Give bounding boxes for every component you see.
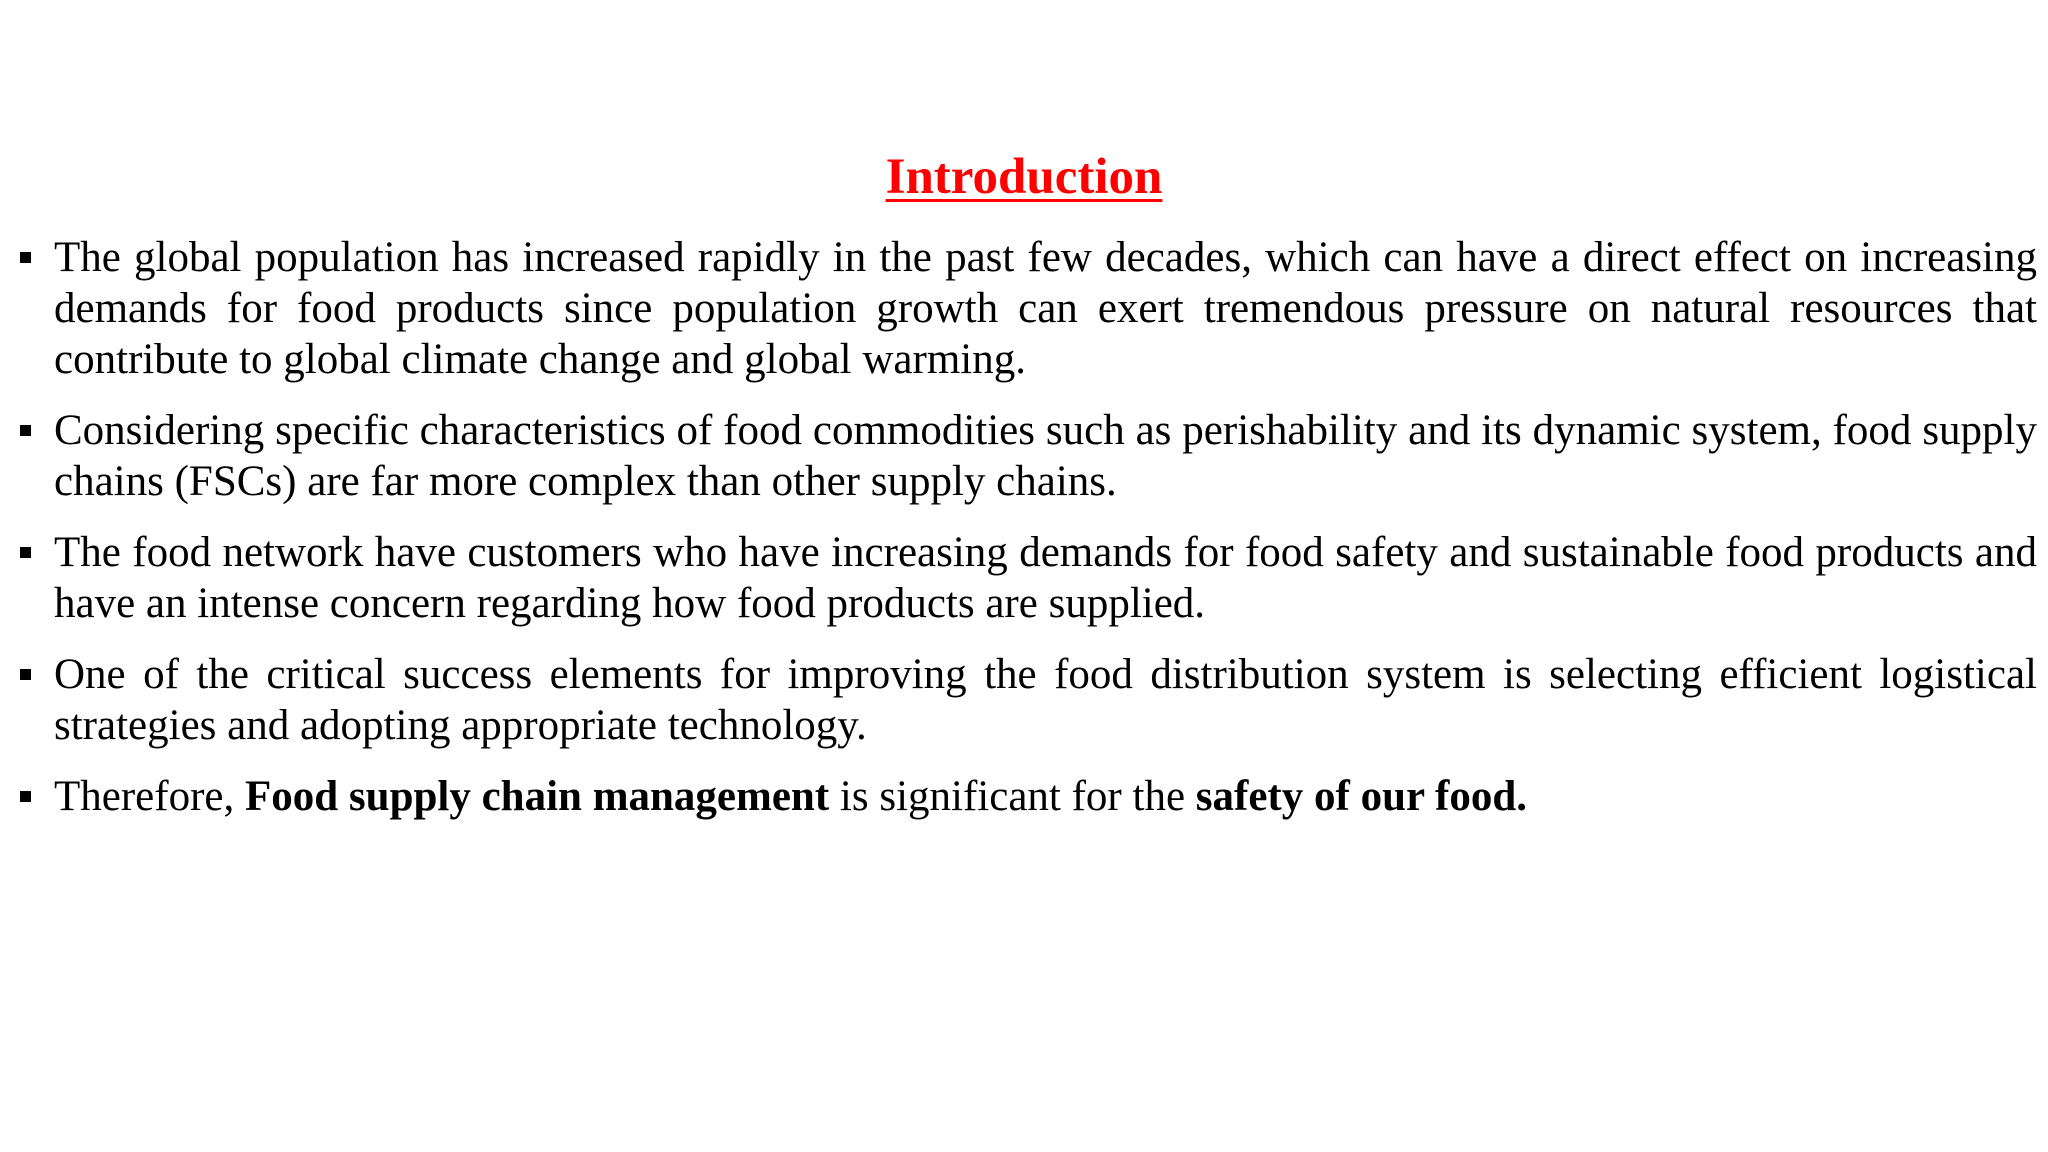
bullet-list: [16, 232, 2037, 842]
bullet-item: [16, 527, 2037, 629]
bullet-text: One of the critical success elements for improving the food distribution system is selecting efficient logistical strategies and adopting appropriate technology.: [54, 651, 2037, 749]
bullet-item: [16, 232, 2037, 385]
bullet-item: [16, 405, 2037, 507]
slide-title: Introduction: [885, 149, 1163, 205]
bold-phrase-safety-of-our-food: safety of our food.: [1195, 773, 1528, 820]
bullet-text: The global population has increased rapidly in the past few decades, which can have a direct effect on increasing demands for food products since population growth can exert tremendous pressure on natural resources that contribute to global climate change and global warming.: [54, 234, 2037, 383]
bullet-item: [16, 771, 2037, 822]
bullet-item: [16, 649, 2037, 751]
bullet-text-middle: is significant for the: [829, 773, 1196, 820]
bullet-text: The food network have customers who have increasing demands for food safety and sustainable food products and have an intense concern regarding how food products are supplied.: [54, 529, 2037, 627]
square-bullet-icon: [20, 669, 31, 680]
bold-phrase-food-supply-chain-management: Food supply chain management: [244, 773, 830, 820]
bullet-text-prefix: Therefore,: [54, 773, 245, 820]
square-bullet-icon: [20, 425, 31, 436]
square-bullet-icon: [20, 547, 31, 558]
square-bullet-icon: [20, 791, 31, 802]
square-bullet-icon: [20, 252, 31, 263]
bullet-text: Considering specific characteristics of food commodities such as perishability and its dynamic system, food supply chains (FSCs) are far more complex than other supply chains.: [54, 407, 2037, 505]
